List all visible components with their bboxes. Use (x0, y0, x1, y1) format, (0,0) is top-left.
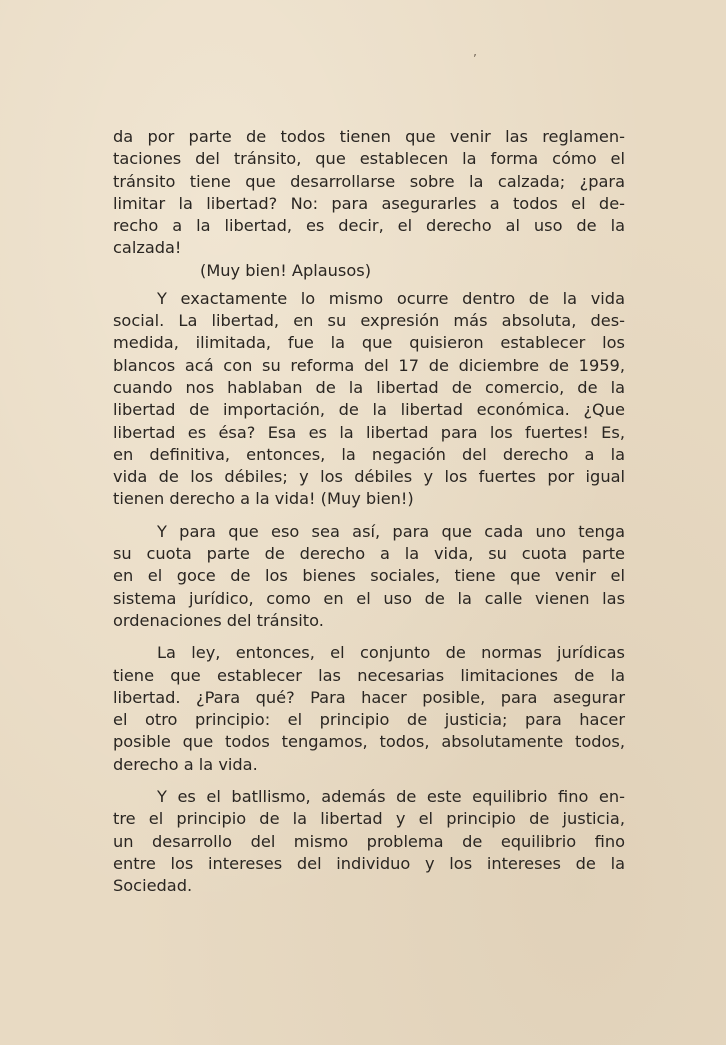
text-line: tienen derecho a la vida! (Muy bien!) (113, 489, 414, 509)
text-line: en definitiva, entonces, la negación del derecho a la (113, 444, 625, 464)
text-line: derecho a la vida. (113, 754, 258, 774)
paragraph-gap (113, 511, 625, 521)
text-line: vida de los débiles; y los débiles y los fuertes por igual (113, 467, 625, 487)
text-line: tre el principio de la libertad y el principio de justicia, (113, 809, 625, 829)
text-line: Y para que eso sea así, para que cada uno tenga (157, 521, 625, 541)
text-line: Sociedad. (113, 876, 193, 896)
text-line: el otro principio: el principio de justicia; para hacer (113, 710, 625, 730)
text-line: calzada! (113, 238, 182, 258)
paragraph-5 (113, 786, 625, 897)
text-line: taciones del tránsito, que establecen la forma cómo el (113, 149, 625, 169)
text-line: tránsito tiene que desarrollarse sobre la calzada; ¿para (113, 171, 625, 191)
text-line: sistema jurídico, como en el uso de la calle vienen las (113, 588, 625, 608)
text-line: ordenaciones del tránsito. (113, 610, 324, 630)
text-line: medida, ilimitada, fue la que quisieron establecer los (113, 333, 625, 353)
text-line: recho a la libertad, es decir, el derecho al uso de la (113, 216, 625, 236)
body-text (113, 126, 625, 898)
text-line: su cuota parte de derecho a la vida, su cuota parte (113, 544, 625, 564)
text-line: posible que todos tengamos, todos, absolutamente todos, (113, 732, 625, 752)
text-line: libertad es ésa? Esa es la libertad para los fuertes! Es, (113, 422, 625, 442)
text-line: libertad de importación, de la libertad económica. ¿Que (113, 400, 625, 420)
text-line: entre los intereses del individuo y los intereses de la (113, 853, 625, 873)
text-line: libertad. ¿Para qué? Para hacer posible, para asegurar (113, 687, 625, 707)
text-line: cuando nos hablaban de la libertad de comercio, de la (113, 377, 625, 397)
applause-note: (Muy bien! Aplausos) (200, 260, 372, 280)
text-line: limitar la libertad? No: para asegurarles a todos el de- (113, 193, 625, 213)
text-line: blancos acá con su reforma del 17 de diciembre de 1959, (113, 355, 625, 375)
text-line: un desarrollo del mismo problema de equilibrio fino (113, 831, 625, 851)
paragraph-1 (113, 126, 625, 260)
text-line: da por parte de todos tienen que venir las reglamen- (113, 127, 625, 146)
paragraph-4 (113, 642, 625, 776)
text-line: tiene que establecer las necesarias limitaciones de la (113, 665, 625, 685)
paragraph-gap (113, 632, 625, 642)
paragraph-2 (113, 288, 625, 511)
text-line: Y es el batllismo, además de este equilibrio fino en- (157, 787, 625, 807)
text-line: Y exactamente lo mismo ocurre dentro de la vida (157, 288, 625, 308)
page-speck: ’ (473, 52, 477, 66)
paragraph-3 (113, 521, 625, 632)
text-line: social. La libertad, en su expresión más absoluta, des- (113, 311, 625, 331)
text-line: en el goce de los bienes sociales, tiene que venir el (113, 566, 625, 586)
paragraph-gap (113, 776, 625, 786)
text-line: La ley, entonces, el conjunto de normas jurídicas (157, 643, 625, 663)
